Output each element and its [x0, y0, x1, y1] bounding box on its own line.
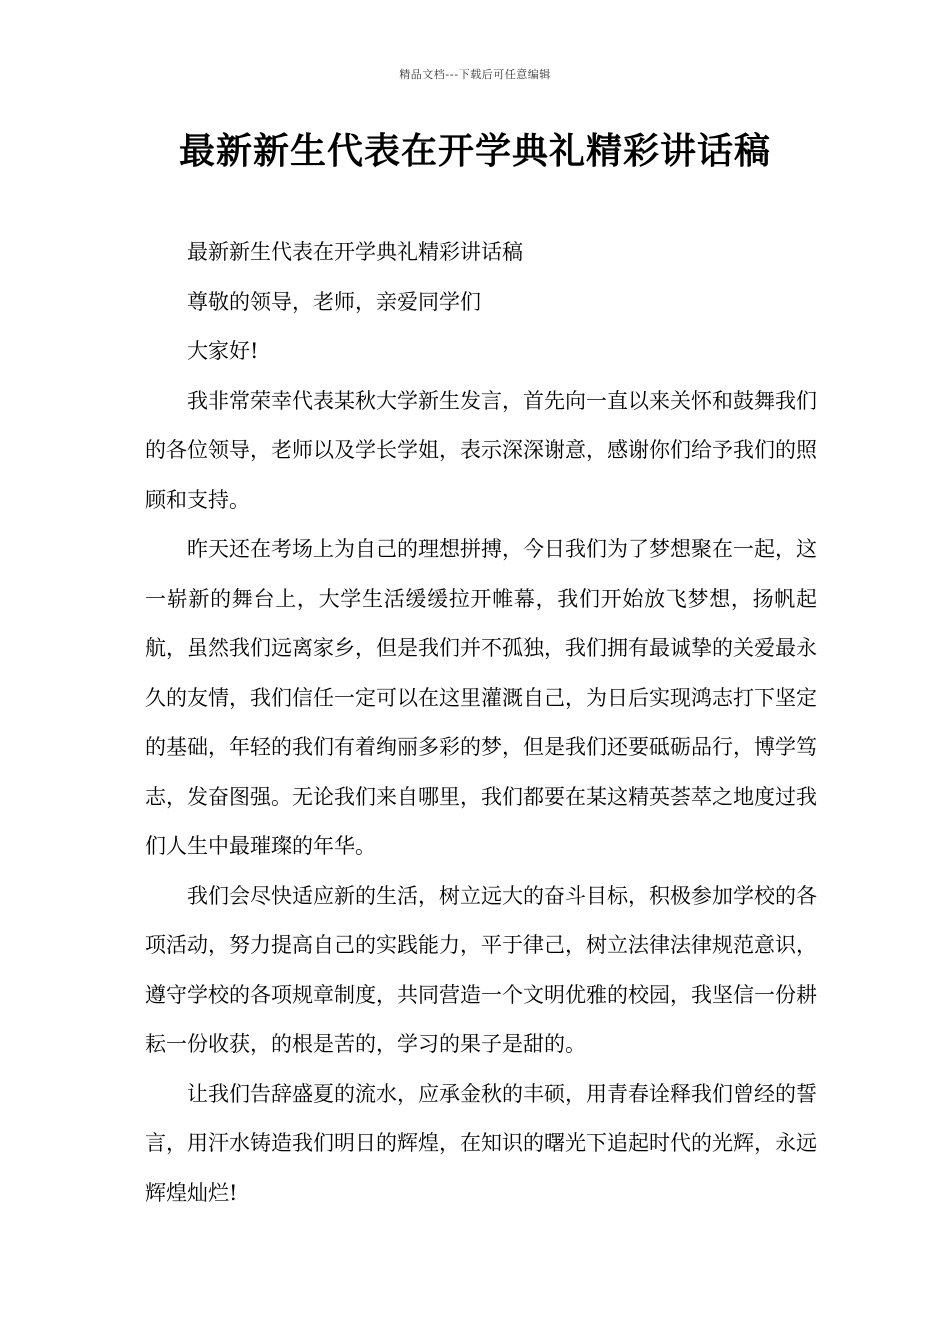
paragraph-closing: 让我们告辞盛夏的流水，应承金秋的丰硕，用青春诠释我们曾经的誓言，用汗水铸造我们明日的辉煌，在知识的曙光下追起时代的光辉，永远辉煌灿烂! [145, 1081, 817, 1205]
paragraph-dreams: 昨天还在考场上为自己的理想拼搏，今日我们为了梦想聚在一起，这一崭新的舞台上，大学生活缓缓拉开帷幕，我们开始放飞梦想，扬帆起航，虽然我们远离家乡，但是我们并不孤独，我们拥有最诚挚的关爱最永久的友情，我们信任一定可以在这里灌溉自己，为日后实现鸿志打下坚定的基础，年轻的我们有着绚丽多彩的梦，但是我们还要砥砺品行，博学笃志，发奋图强。无论我们来自哪里，我们都要在某这精英荟萃之地度过我们人生中最璀璨的年华。 [145, 537, 817, 858]
paragraph-greeting: 大家好! [187, 339, 259, 363]
document-title: 最新新生代表在开学典礼精彩讲话稿 [178, 131, 771, 172]
paragraph-thanks: 我非常荣幸代表某秋大学新生发言，首先向一直以来关怀和鼓舞我们的各位领导，老师以及学长学姐，表示深深谢意，感谢你们给予我们的照顾和支持。 [145, 388, 817, 512]
document-body [145, 228, 817, 1218]
paragraph-subtitle: 最新新生代表在开学典礼精彩讲话稿 [187, 240, 523, 264]
paragraph-salutation: 尊敬的领导，老师，亲爱同学们 [187, 289, 481, 314]
header-note: 精品文档---下载后可任意编辑 [399, 68, 551, 81]
paragraph-goals: 我们会尽快适应新的生活，树立远大的奋斗目标，积极参加学校的各项活动，努力提高自己的实践能力，平于律己，树立法律法律规范意识，遵守学校的各项规章制度，共同营造一个文明优雅的校园，我坚信一份耕耘一份收获，的根是苦的，学习的果子是甜的。 [145, 883, 817, 1056]
